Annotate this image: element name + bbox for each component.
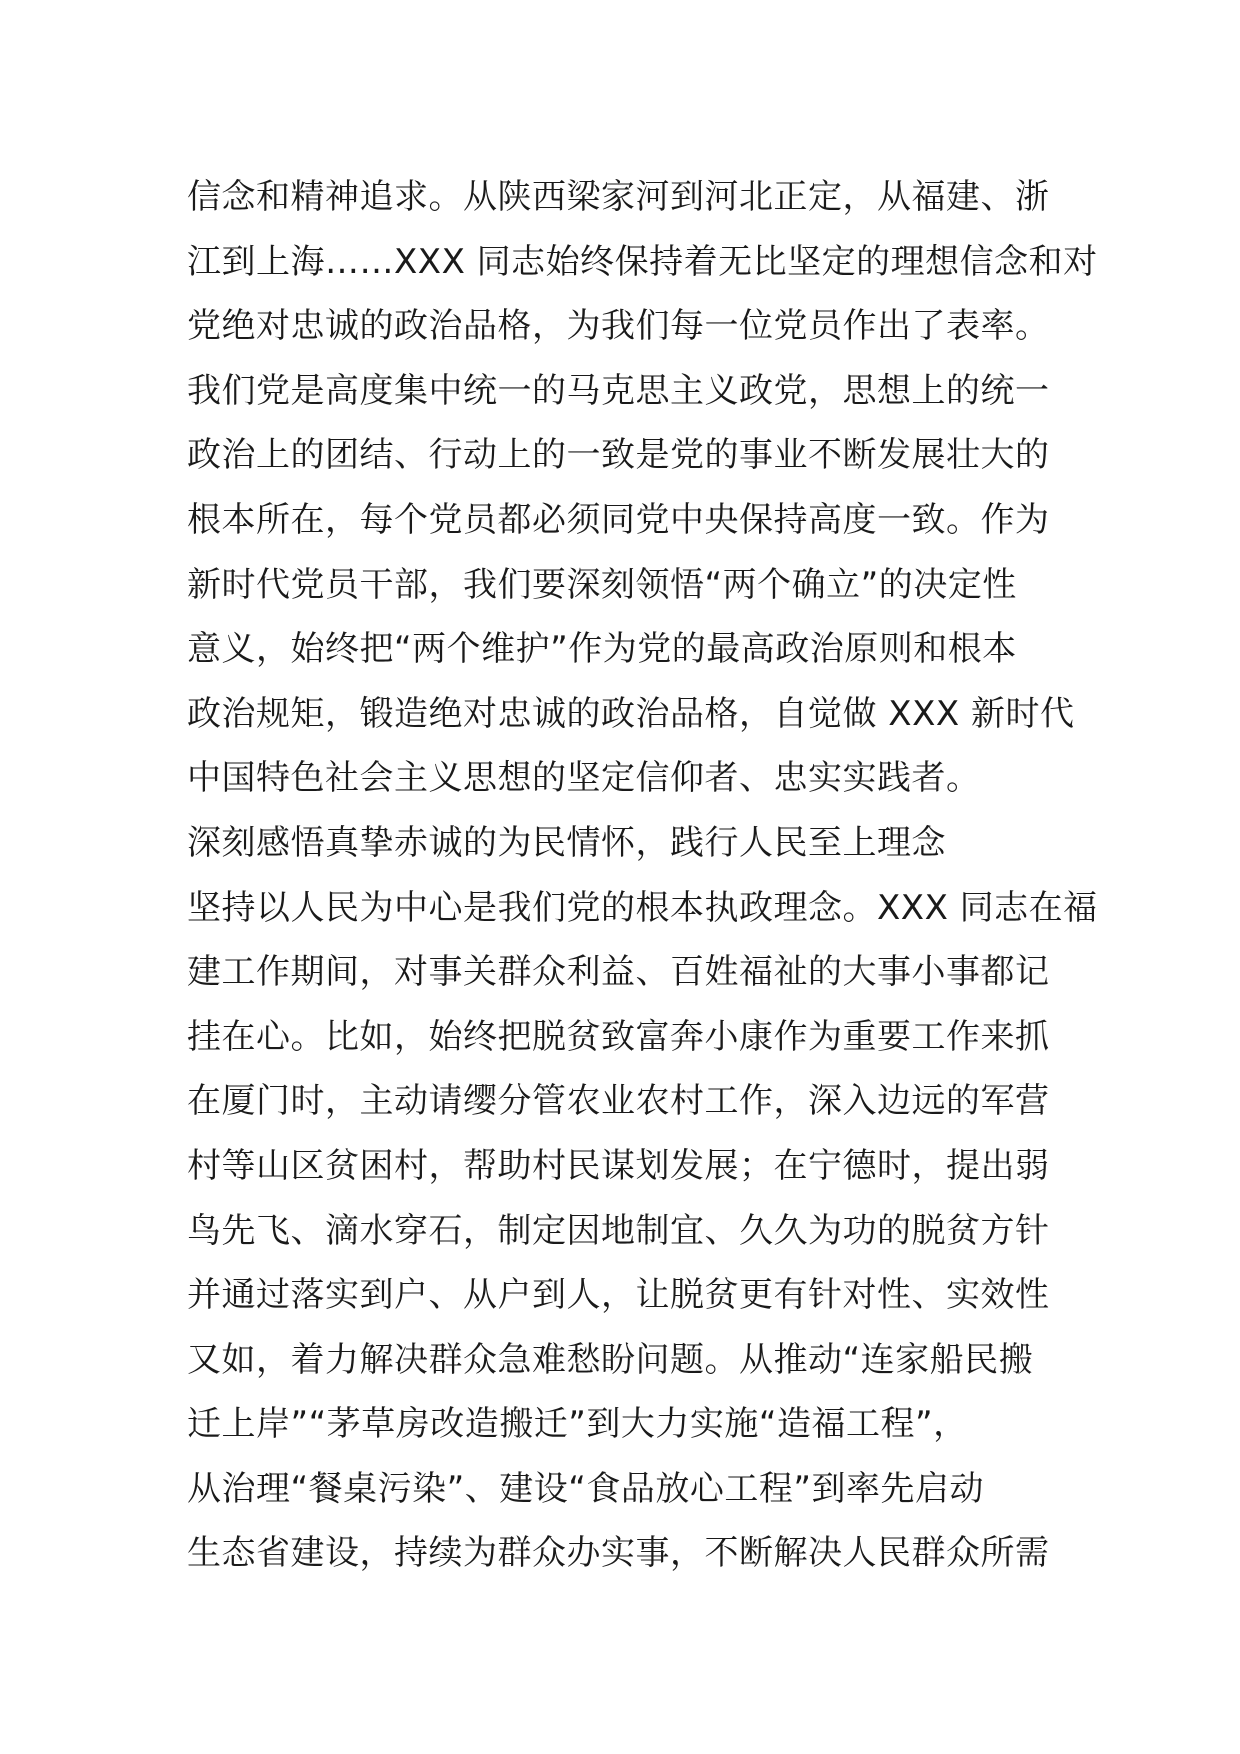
text-line: 从治理“餐桌污染”、建设“食品放心工程”到率先启动 xyxy=(187,1468,984,1509)
text-line: 江到上海……XXX 同志始终保持着无比坚定的理想信念和对 xyxy=(187,241,1098,282)
section-heading: 深刻感悟真挚赤诚的为民情怀，践行人民至上理念 xyxy=(187,822,946,863)
text-line: 生态省建设，持续为群众办实事，不断解决人民群众所需 xyxy=(187,1533,1050,1574)
text-line: 并通过落实到户、从户到人，让脱贫更有针对性、实效性 xyxy=(187,1275,1050,1316)
text-line: 信念和精神追求。从陕西梁家河到河北正定，从福建、浙 xyxy=(187,177,1050,217)
text-line: 党绝对忠诚的政治品格，为我们每一位党员作出了表率。 xyxy=(187,306,1050,347)
text-line: 村等山区贫困村，帮助村民谋划发展；在宁德时，提出弱 xyxy=(187,1145,1050,1186)
text-line: 根本所在，每个党员都必须同党中央保持高度一致。作为 xyxy=(187,499,1050,540)
text-line: 又如，着力解决群众急难愁盼问题。从推动“连家船民搬 xyxy=(187,1339,1034,1380)
text-line: 在厦门时，主动请缨分管农业农村工作，深入边远的军营 xyxy=(187,1081,1050,1122)
text-line: 鸟先飞、滴水穿石，制定因地制宜、久久为功的脱贫方针 xyxy=(187,1210,1050,1251)
text-line: 迁上岸”“茅草房改造搬迁”到大力实施“造福工程”， xyxy=(187,1404,968,1445)
text-line: 政治规矩，锻造绝对忠诚的政治品格，自觉做 XXX 新时代 xyxy=(187,693,1075,734)
text-line: 坚持以人民为中心是我们党的根本执政理念。XXX 同志在福 xyxy=(187,887,1098,928)
text-line: 我们党是高度集中统一的马克思主义政党，思想上的统一 xyxy=(187,370,1050,411)
text-line: 建工作期间，对事关群众利益、百姓福祉的大事小事都记 xyxy=(187,952,1050,993)
text-line: 新时代党员干部，我们要深刻领悟“两个确立”的决定性 xyxy=(187,564,1017,605)
text-line: 挂在心。比如，始终把脱贫致富奔小康作为重要工作来抓 xyxy=(187,1016,1050,1057)
body-text xyxy=(187,165,1098,1586)
text-line: 政治上的团结、行动上的一致是党的事业不断发展壮大的 xyxy=(187,435,1050,476)
text-line: 中国特色社会主义思想的坚定信仰者、忠实实践者。 xyxy=(187,758,981,799)
text-line: 意义，始终把“两个维护”作为党的最高政治原则和根本 xyxy=(187,629,1017,670)
